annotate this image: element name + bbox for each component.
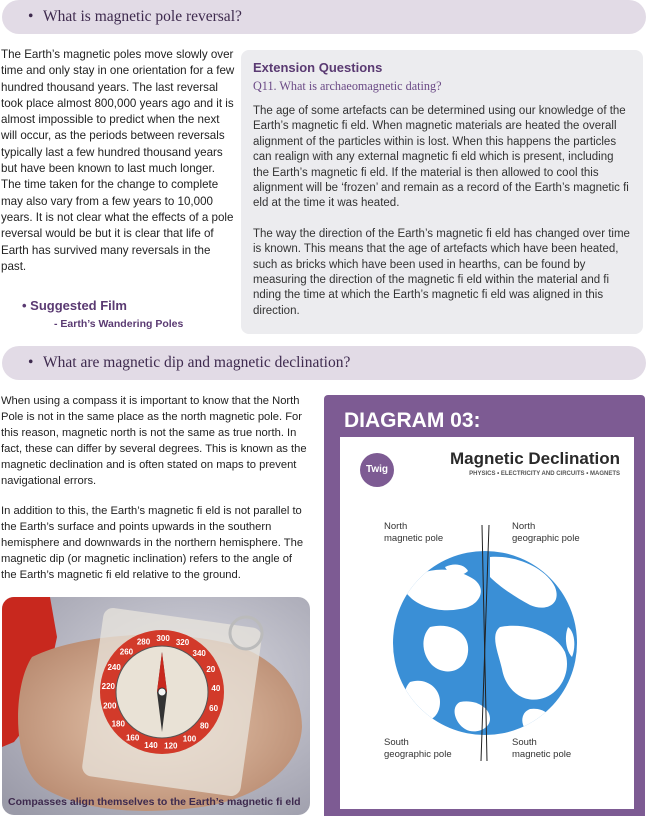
- extension-paragraph-2: The way the direction of the Earth’s magnetic fi eld has changed over time is known. This means that the age of artefacts which have been heated, such as bricks which have been used in hearths, can be found by measuring the direction of the magnetic fi eld within the material and fi nding the time at which the Earth’s magnetic fi eld was aligned in this direction.: [253, 227, 630, 317]
- compass-photo: [2, 597, 310, 815]
- pole-reversal-paragraph: The Earth’s magnetic poles move slowly over time and only stay in one orientation for a few hundred thousand years. The last reversal took place almost 800,000 years ago and it is almost impossible to predict when the next will occur, as the periods between reversals typically last a few hundred thousand years but have been known to last much longer. The time taken for the change to complete may also vary from a few years to 10,000 years. It is not clear what the effects of a pole reversal would be but it is clear that life of Earth has survived many reversals in the past.: [1, 48, 235, 273]
- globe-illustration: [340, 437, 634, 809]
- dial-number: 340: [192, 648, 206, 658]
- extension-question: Q11. What is archaeomagnetic dating?: [253, 79, 442, 93]
- declination-paragraph: When using a compass it is important to know that the North Pole is not in the same place as the north magnetic pole. For this reason, magnetic north is not the same as true north. In fact, these can differ by several degrees. This is known as the magnetic declination and is often stated on maps to prevent navigational errors.: [1, 395, 307, 487]
- dial-number: 120: [164, 741, 178, 751]
- extension-paragraph-1: The age of some artefacts can be determined using our knowledge of the Earth’s magnetic fi eld. When magnetic materials are heated the overall alignment of the particles within is lost. When this happens the particles can realign with any external magnetic fi eld which is present, including the Earth’s magnetic fi eld. If the material is then allowed to cool this alignment will be ‘frozen’ and remain as a record of the Earth’s magnetic fi eld at the time it was heated.: [253, 105, 629, 210]
- dial-number: 60: [209, 703, 219, 713]
- suggested-film-link[interactable]: - Earth’s Wandering Poles: [54, 318, 184, 330]
- south-magnetic-pole-label: South magnetic pole: [512, 737, 572, 760]
- suggested-film-title: • Suggested Film: [22, 298, 127, 313]
- dial-number: 240: [107, 662, 121, 672]
- dial-number: 80: [199, 721, 209, 731]
- extension-title: Extension Questions: [253, 60, 383, 75]
- north-geographic-pole-label: North geographic pole: [512, 521, 580, 544]
- section-banner-pole-reversal: [2, 0, 646, 34]
- photo-caption: Compasses align themselves to the Earth’s magnetic fi eld: [8, 796, 301, 808]
- dial-number: 160: [125, 733, 140, 743]
- dial-number: 40: [211, 684, 221, 694]
- section-heading: What are magnetic dip and magnetic declination?: [43, 354, 351, 371]
- dial-number: 140: [144, 740, 158, 750]
- section-heading: What is magnetic pole reversal?: [43, 8, 242, 25]
- dial-number: 220: [101, 681, 116, 691]
- dip-paragraph: In addition to this, the Earth’s magnetic fi eld is not parallel to the Earth’s surface and points upwards in the southern hemisphere and downwards in the northern hemisphere. The magnetic dip (or magnetic inclination) refers to the angle of the Earth’s magnetic fi eld relative to the ground.: [1, 505, 304, 581]
- diagram-label: DIAGRAM 03:: [344, 409, 481, 432]
- extension-questions-box: [241, 50, 643, 334]
- dial-number: 200: [103, 701, 117, 711]
- banner-bullet: •: [28, 8, 34, 25]
- compass-pivot: [158, 688, 166, 696]
- dial-number: 260: [119, 647, 134, 657]
- dial-number: 20: [206, 664, 216, 674]
- dial-number: 180: [111, 719, 125, 729]
- diagram-panel: [324, 395, 645, 816]
- south-geographic-pole-label: South geographic pole: [384, 737, 452, 760]
- dial-number: 300: [156, 634, 170, 644]
- dial-number: 280: [136, 637, 151, 647]
- dial-number: 320: [175, 638, 190, 648]
- north-magnetic-pole-label: North magnetic pole: [384, 521, 444, 544]
- compass-illustration: [2, 597, 310, 815]
- banner-bullet: •: [28, 354, 34, 371]
- dial-number: 100: [182, 734, 197, 744]
- diagram-card: [340, 437, 634, 809]
- section-banner-dip-declination: [2, 346, 646, 380]
- twig-logo: Twig: [360, 453, 394, 487]
- diagram-title: Magnetic Declination: [449, 449, 620, 468]
- diagram-subtitle: PHYSICS • ELECTRICITY AND CIRCUITS • MAGNETS: [469, 471, 620, 477]
